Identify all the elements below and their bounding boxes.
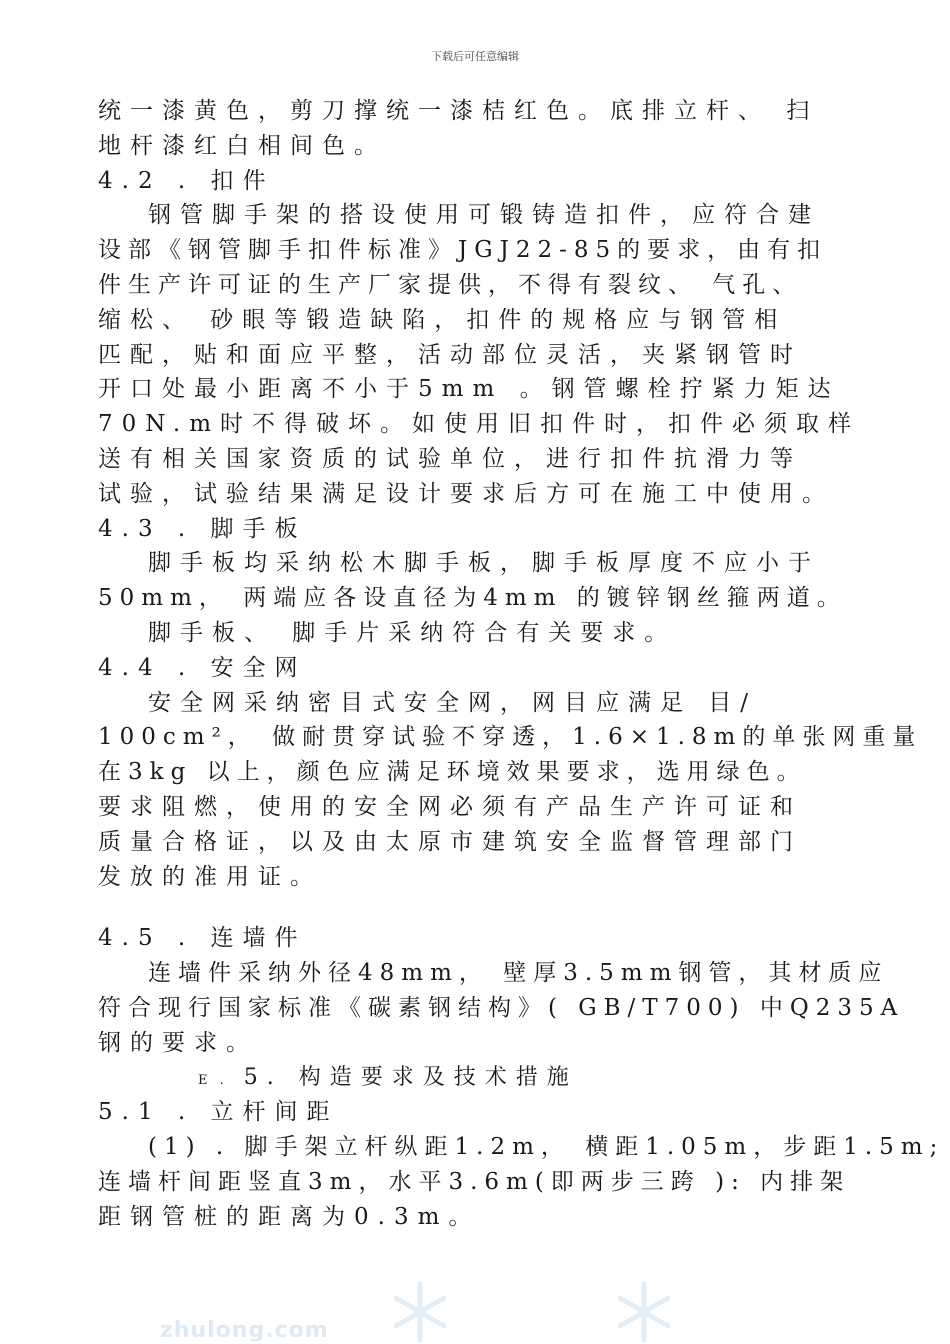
blank-line xyxy=(98,894,858,921)
page-header: 下载后可任意编辑 xyxy=(431,50,519,63)
section-heading-4-2: 4.2 . 扣件 xyxy=(98,167,275,194)
chapter-heading-text: 5. 构造要求及技术措施 xyxy=(243,1064,578,1090)
text-line: 钢的要求。 xyxy=(98,1029,258,1056)
text-line: 50mm， 两端应各设直径为4mm 的镀锌钢丝箍两道。 xyxy=(98,585,847,612)
text-line: 匹配，贴和面应平整，活动部位灵活，夹紧钢管时 xyxy=(98,341,802,368)
text-line: 缩松、 砂眼等锻造缺陷，扣件的规格应与钢管相 xyxy=(98,306,787,333)
text-line: (1) . 脚手架立杆纵距1.2m， 横距1.05m，步距1.5m; xyxy=(148,1134,945,1161)
section-heading-5-1: 5.1 . 立杆间距 xyxy=(98,1099,339,1126)
text-line: 安全网采纳密目式安全网，网目应满足 目/ xyxy=(148,689,758,716)
document-body xyxy=(98,94,945,1235)
text-line: 70N.m时不得破坏。如使用旧扣件时，扣件必须取样 xyxy=(98,411,861,438)
text-line: 脚手板均采纳松木脚手板，脚手板厚度不应小于 xyxy=(148,550,820,577)
heading-marker: E . xyxy=(198,1072,228,1088)
text-line: 开口处最小距离不小于5mm 。钢管螺栓拧紧力矩达 xyxy=(98,376,840,403)
text-line: 符合现行国家标准《碳素钢结构》( GB/T700) 中Q235A xyxy=(98,994,905,1021)
text-line: 件生产许可证的生产厂家提供，不得有裂纹、 气孔、 xyxy=(98,271,803,298)
text-line: 质量合格证，以及由太原市建筑安全监督管理部门 xyxy=(98,828,802,855)
text-line: 统一漆黄色，剪刀撑统一漆桔红色。底排立杆、 扫 xyxy=(98,98,819,124)
site-watermark: zhulong.com xyxy=(160,1318,329,1343)
section-heading-4-3: 4.3 . 脚手板 xyxy=(98,515,307,542)
text-line: 连墙件采纳外径48mm， 壁厚3.5mm钢管，其材质应 xyxy=(148,960,889,987)
text-line: 连墙杆间距竖直3m，水平3.6m(即两步三跨 ): 内排架 xyxy=(98,1168,851,1195)
text-line: 设部《钢管脚手扣件标准》JGJ22-85的要求，由有扣 xyxy=(98,237,828,264)
snowflake-watermark-icon xyxy=(388,1280,452,1344)
text-line: 发放的准用证。 xyxy=(98,863,322,890)
text-line: 试验，试验结果满足设计要求后方可在施工中使用。 xyxy=(98,480,834,507)
chapter-heading-5 xyxy=(98,1061,858,1096)
text-line: 脚手板、 脚手片采纳符合有关要求。 xyxy=(148,619,677,646)
section-heading-4-4: 4.4 . 安全网 xyxy=(98,654,307,681)
text-line: 送有相关国家资质的试验单位，进行扣件抗滑力等 xyxy=(98,445,802,472)
text-line: 地杆漆红白相间色。 xyxy=(98,132,386,159)
text-line: 距钢管桩的距离为0.3m。 xyxy=(98,1203,481,1230)
text-line: 100cm²， 做耐贯穿试验不穿透，1.6×1.8m的单张网重量 xyxy=(98,724,923,751)
section-heading-4-5: 4.5 . 连墙件 xyxy=(98,925,307,952)
text-line: 要求阻燃，使用的安全网必须有产品生产许可证和 xyxy=(98,793,802,820)
snowflake-watermark-icon xyxy=(612,1280,676,1344)
text-line: 钢管脚手架的搭设使用可锻铸造扣件，应符合建 xyxy=(148,202,820,229)
text-line: 在3kg 以上，颜色应满足环境效果要求，选用绿色。 xyxy=(98,759,807,786)
